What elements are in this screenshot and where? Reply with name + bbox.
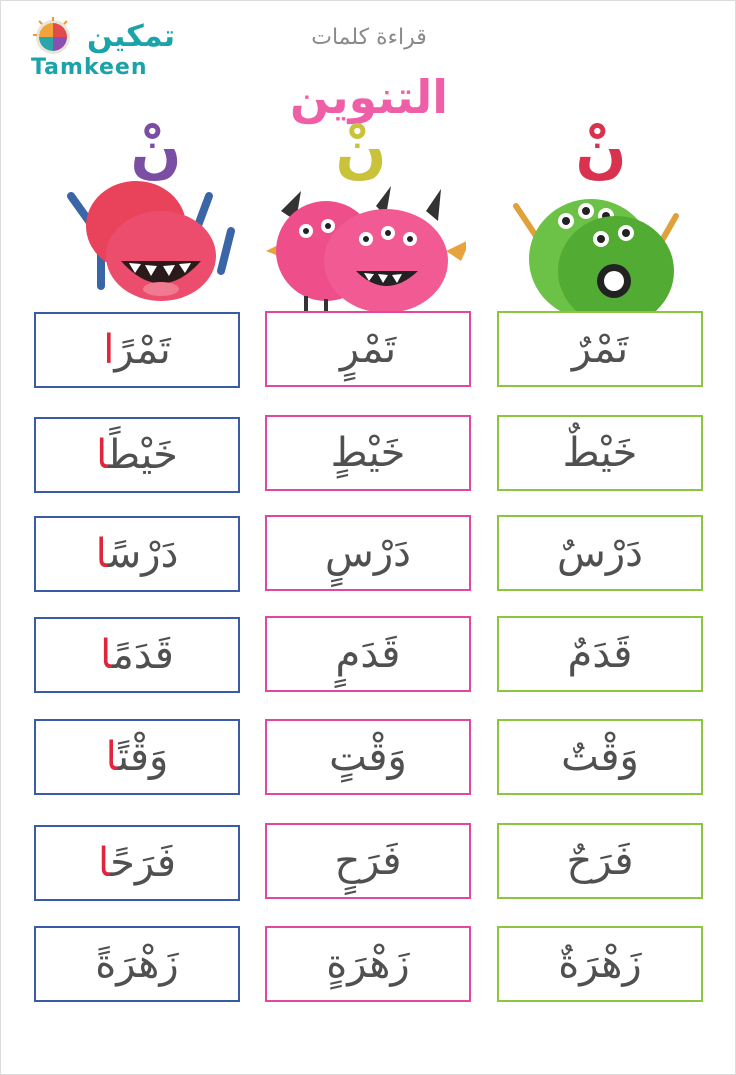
word-box-kasratain-1 <box>265 311 471 387</box>
word-base: دَرْسً <box>107 531 179 577</box>
red-monsters-icon <box>61 111 241 316</box>
word-text: قَدَمٌ <box>567 631 633 677</box>
noon-letter-fathatain: نْ <box>130 116 182 186</box>
word-text: وَقْتٌ <box>561 734 639 780</box>
word-box-dammatain-1 <box>497 311 703 387</box>
word-box-dammatain-7 <box>497 926 703 1002</box>
word-text: دَرْسٌ <box>557 530 643 576</box>
word-text <box>103 325 170 375</box>
word-text <box>100 630 174 680</box>
logo-text-arabic: تمكين <box>87 19 176 54</box>
word-alif-accent: ا <box>105 734 118 780</box>
word-base: تَمْرً <box>114 327 171 373</box>
word-box-fathatain-2 <box>34 417 240 493</box>
word-base: وَقْتً <box>117 734 169 780</box>
page-title: التنوين <box>289 70 449 124</box>
word-text: خَيْطٌ <box>562 430 638 476</box>
green-monsters-icon <box>506 111 696 316</box>
word-box-fathatain-6 <box>34 825 240 901</box>
word-alif-accent: ا <box>96 432 109 478</box>
word-alif-accent: ا <box>95 531 108 577</box>
word-box-dammatain-2 <box>497 415 703 491</box>
word-box-fathatain-1 <box>34 312 240 388</box>
word-box-dammatain-4 <box>497 616 703 692</box>
word-box-kasratain-5 <box>265 719 471 795</box>
word-text: زَهْرَةٍ <box>326 941 410 987</box>
word-box-dammatain-3 <box>497 515 703 591</box>
word-base: فَرَحً <box>110 840 177 886</box>
page-subtitle: قراءة كلمات <box>311 25 427 50</box>
word-text <box>96 529 179 579</box>
word-text: فَرَحٌ <box>566 838 634 884</box>
noon-letter-kasratain: نْ <box>335 116 387 186</box>
logo-text-english: Tamkeen <box>31 55 148 80</box>
green-monsters-illustration <box>506 111 696 316</box>
word-text: دَرْسٍ <box>325 530 411 576</box>
word-box-kasratain-2 <box>265 415 471 491</box>
word-text <box>106 732 169 782</box>
word-text: تَمْرٌ <box>571 326 629 372</box>
word-box-kasratain-6 <box>265 823 471 899</box>
word-alif-accent: ا <box>100 632 113 678</box>
word-text: خَيْطٍ <box>330 430 406 476</box>
word-base: خَيْطً <box>108 432 178 478</box>
word-alif-accent: ا <box>97 840 111 886</box>
word-base: قَدَمً <box>112 632 174 678</box>
word-text: قَدَمٍ <box>335 631 401 677</box>
word-box-kasratain-4 <box>265 616 471 692</box>
word-box-fathatain-4 <box>34 617 240 693</box>
pink-monsters-icon <box>266 111 466 316</box>
word-base: زَهْرَةً <box>95 941 179 987</box>
word-box-kasratain-7 <box>265 926 471 1002</box>
pink-monsters-illustration <box>266 111 456 316</box>
word-box-fathatain-5 <box>34 719 240 795</box>
red-monsters-illustration <box>61 111 251 316</box>
word-box-kasratain-3 <box>265 515 471 591</box>
word-text: فَرَحٍ <box>334 838 402 884</box>
noon-letter-dammatain: نْ <box>575 116 627 186</box>
word-box-dammatain-5 <box>497 719 703 795</box>
word-box-fathatain-3 <box>34 516 240 592</box>
word-box-dammatain-6 <box>497 823 703 899</box>
word-text: وَقْتٍ <box>329 734 407 780</box>
word-text: زَهْرَةٌ <box>558 941 642 987</box>
word-text: تَمْرٍ <box>339 326 397 372</box>
word-text <box>96 430 178 480</box>
word-alif-accent: ا <box>103 327 115 373</box>
word-text <box>98 838 176 888</box>
word-box-fathatain-7 <box>34 926 240 1002</box>
word-text <box>95 939 178 989</box>
